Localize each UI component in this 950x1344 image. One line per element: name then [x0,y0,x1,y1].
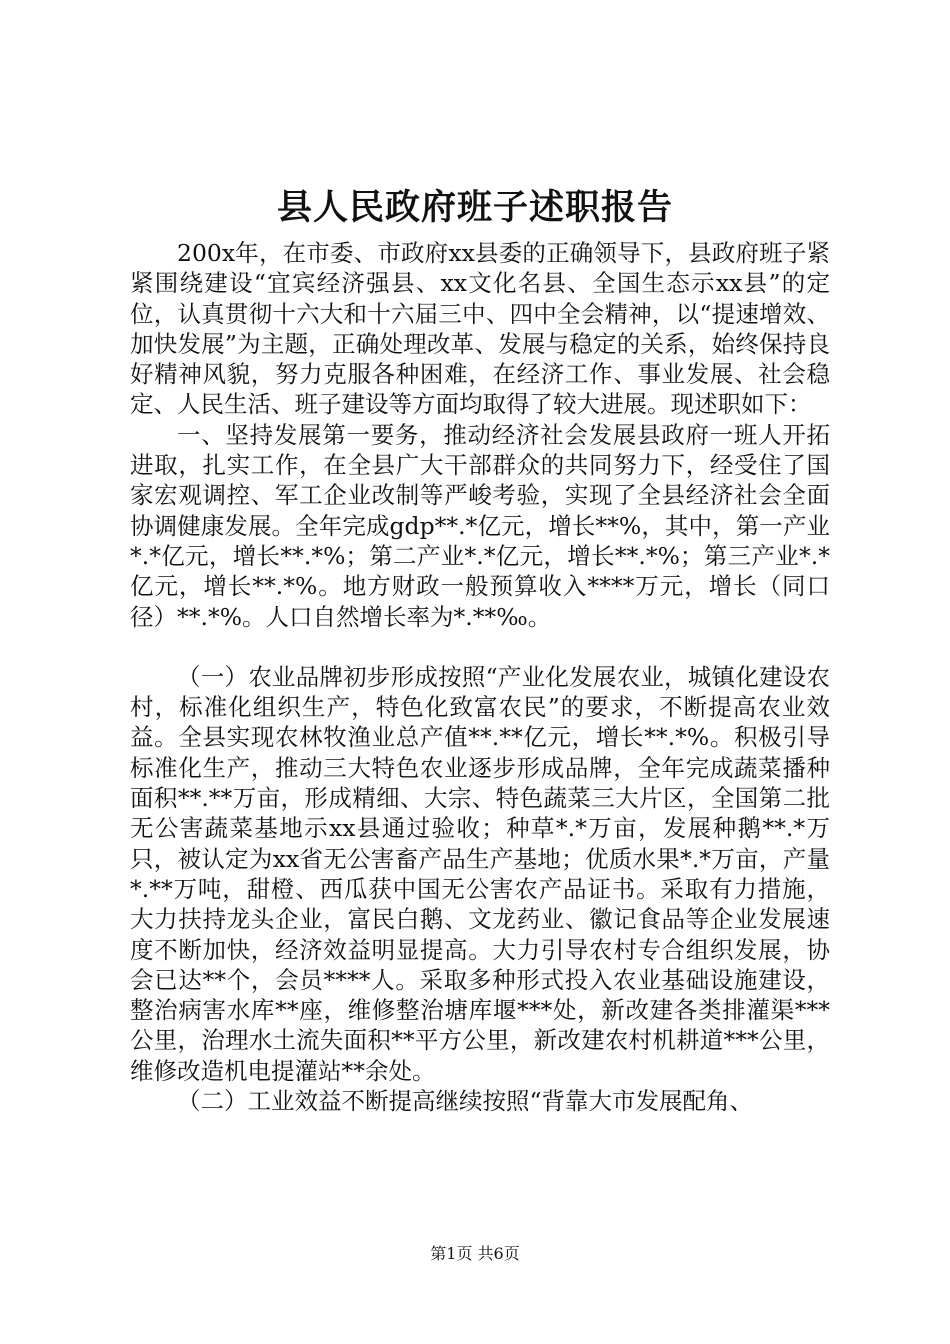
page-number-footer: 第1页 共6页 [430,1244,520,1263]
document-title: 县人民政府班子述职报告 [276,187,673,228]
paragraph-intro: 200x年，在市委、市政府xx县委的正确领导下，县政府班子紧紧围绕建设“宜宾经济强县、xx文化名县、全国生态示xx县”的定位，认真贯彻十六大和十六届三中、四中全会精神，以“提速增效、加快发展”为主题，正确处理改革、发展与稳定的关系，始终保持良好精神风貌，努力克服各种困难，在经济工作、事业发展、社会稳定、人民生活、班子建设等方面均取得了较大进展。现述职如下： [130,239,830,419]
paragraph-agriculture: （一）农业品牌初步形成按照“产业化发展农业，城镇化建设农村，标准化组织生产，特色化致富农民”的要求，不断提高农业效益。全县实现农林牧渔业总产值**.**亿元，增长**.*%。积极引导标准化生产，推动三大特色农业逐步形成品牌，全年完成蔬菜播种面积**.**万亩，形成精细、大宗、特色蔬菜三大片区，全国第二批无公害蔬菜基地示xx县通过验收；种草*.*万亩，发展种鹅**.*万只，被认定为xx省无公害畜产品生产基地；优质水果*.*万亩，产量*.**万吨，甜橙、西瓜获中国无公害农产品证书。采取有力措施，大力扶持龙头企业，富民白鹅、文龙药业、徽记食品等企业发展速度不断加快，经济效益明显提高。大力引导农村专合组织发展，协会已达**个，会员****人。采取多种形式投入农业基础设施建设，整治病害水库**座，维修整治塘库堰***处，新改建各类排灌渠***公里，治理水土流失面积**平方公里，新改建农村机耕道***公里，维修改造机电提灌站**余处。 [130,662,830,1085]
paragraph-industry: （二）工业效益不断提高继续按照“背靠大市发展配角、 [177,1087,754,1116]
document-body [130,238,830,1116]
paragraph-section-one: 一、坚持发展第一要务，推动经济社会发展县政府一班人开拓进取，扎实工作，在全县广大干部群众的共同努力下，经受住了国家宏观调控、军工企业改制等严峻考验，实现了全县经济社会全面协调健康发展。全年完成gdp**.*亿元，增长**%，其中，第一产业*.*亿元，增长**.*%；第二产业*.*亿元，增长**.*%；第三产业*.*亿元，增长**.*%。地方财政一般预算收入****万元，增长（同口径）**.*%。人口自然增长率为*.**‰。 [130,420,830,631]
